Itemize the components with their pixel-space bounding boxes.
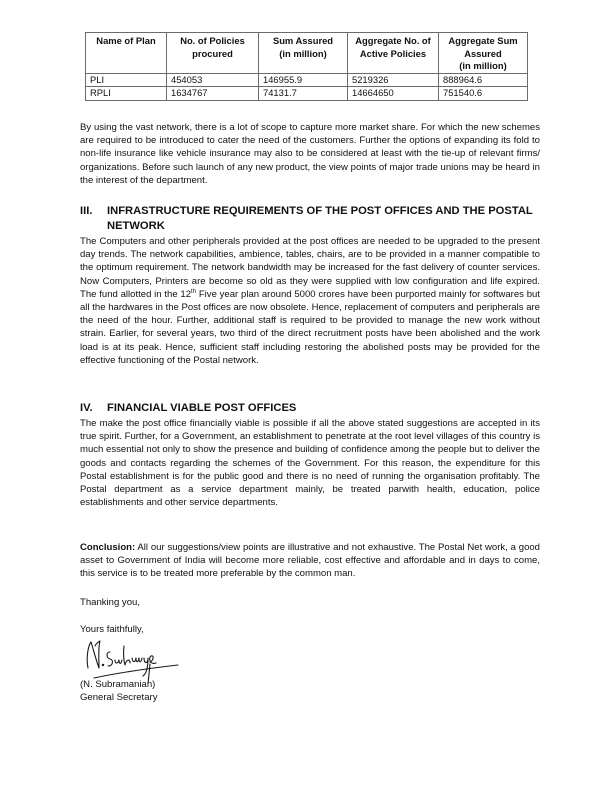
- header-text: Name of Plan: [96, 35, 156, 46]
- conclusion-paragraph: [80, 541, 540, 581]
- section-3-title-line2: NETWORK: [107, 219, 165, 232]
- header-text: (in million): [279, 47, 327, 59]
- header-text: Sum Assured: [272, 35, 334, 46]
- section-3-heading: [80, 204, 540, 233]
- cell-active-policies: 14664650: [348, 87, 439, 101]
- cell-sum-assured: 74131.7: [259, 87, 348, 101]
- ordinal-superscript: th: [191, 288, 197, 295]
- section-4-heading: [80, 401, 540, 416]
- table-row: [86, 73, 528, 87]
- section-3-title-line1: INFRASTRUCTURE REQUIREMENTS OF THE POST OFFICES AND THE POSTAL: [107, 205, 533, 217]
- table-header-row: [86, 33, 528, 74]
- salutation-line: Yours faithfully,: [80, 624, 144, 635]
- header-name-of-plan: [86, 33, 167, 74]
- cell-policies-procured: 454053: [167, 73, 259, 87]
- section-3-body: [80, 235, 540, 367]
- section-3-body-text: The Computers and other peripherals provided at the post offices are needed to be upgraded to the present day trends. The network capabilities, ambience, tables, chairs, are to be provided in a manner compatible to the optimum requirement. The network bandwidth may be increased for the fast delivery of counter services. Now Computers, Printers are become so old as they were supplied with low configuration and life expired. The fund allotted in the 12: [80, 236, 540, 300]
- section-4-title: FINANCIAL VIABLE POST OFFICES: [107, 402, 297, 414]
- header-text: procured: [192, 47, 233, 59]
- header-active-policies: [348, 33, 439, 74]
- section-4-number: IV.: [80, 402, 93, 414]
- cell-aggregate-sum-assured: 888964.6: [439, 73, 528, 87]
- table-row: [86, 87, 528, 101]
- section-3-body-text: Five year plan around 5000 crores have been purported mainly for softwares but all the hardwares in the Post offices are now obsolete. Hence, replacement of computers and peripherals are the need of the hour. Further, additional staff is required to be provided to manage the new work without strain. Earlier, for several years, two third of the direct recruitment posts have been abolished and the work load is at its peak. Hence, sufficient staff including restoring the abolished posts may be provided for the effective functioning of the Postal network.: [80, 288, 540, 366]
- header-text: Aggregate No. of: [355, 35, 431, 46]
- cell-plan-name: PLI: [86, 73, 167, 87]
- intro-paragraph: By using the vast network, there is a lot of scope to capture more market share. For which the new schemes are required to be introduced to cater the need of the customers. Further the options of expanding its fold to non-life insurance like vehicle insurance may also to be considered at least with the tie-up of relevant firms/ organizations. Before such launch of any new product, the view points of major trade unions may be heard in the interest of the department.: [80, 122, 540, 186]
- signatory-designation: General Secretary: [80, 692, 158, 703]
- conclusion-label: Conclusion:: [80, 542, 136, 553]
- header-aggregate-sum-assured: [439, 33, 528, 74]
- section-3-number: III.: [80, 205, 93, 217]
- header-policies-procured: [167, 33, 259, 74]
- header-text: Aggregate Sum: [448, 35, 518, 46]
- header-text: Active Policies: [359, 47, 427, 59]
- header-text: No. of Policies: [180, 35, 245, 46]
- cell-policies-procured: 1634767: [167, 87, 259, 101]
- section-4-body: The make the post office financially viable is possible if all the above stated suggestions are accepted in its true spirit. Further, for a Government, an establishment to penetrate at the root level villages of this country is much essential not only to show the presence and building of confidence among the people but to deliver the goods and contacts regarding the schemes of the Government. For this reason, the expenditure for this Postal establishment is for the public good and there is no need of running the organisation profitably. The Postal department as a service department mainly, be treated parwith health, education, police establishments and other service departments.: [80, 418, 540, 509]
- insurance-plans-table: [85, 32, 528, 101]
- header-text: (in million): [459, 60, 507, 72]
- cell-plan-name: RPLI: [86, 87, 167, 101]
- cell-aggregate-sum-assured: 751540.6: [439, 87, 528, 101]
- header-text: Assured: [464, 47, 502, 59]
- signatory-name: (N. Subramanian): [80, 679, 156, 690]
- conclusion-text: All our suggestions/view points are illustrative and not exhaustive. The Postal Net work, a good asset to Government of India will become more reliable, cost effective and affordable and in days to come, this service is to be treated more preferable by the common man.: [80, 542, 540, 580]
- cell-active-policies: 5219326: [348, 73, 439, 87]
- cell-sum-assured: 146955.9: [259, 73, 348, 87]
- header-sum-assured: [259, 33, 348, 74]
- thanking-line: Thanking you,: [80, 597, 140, 608]
